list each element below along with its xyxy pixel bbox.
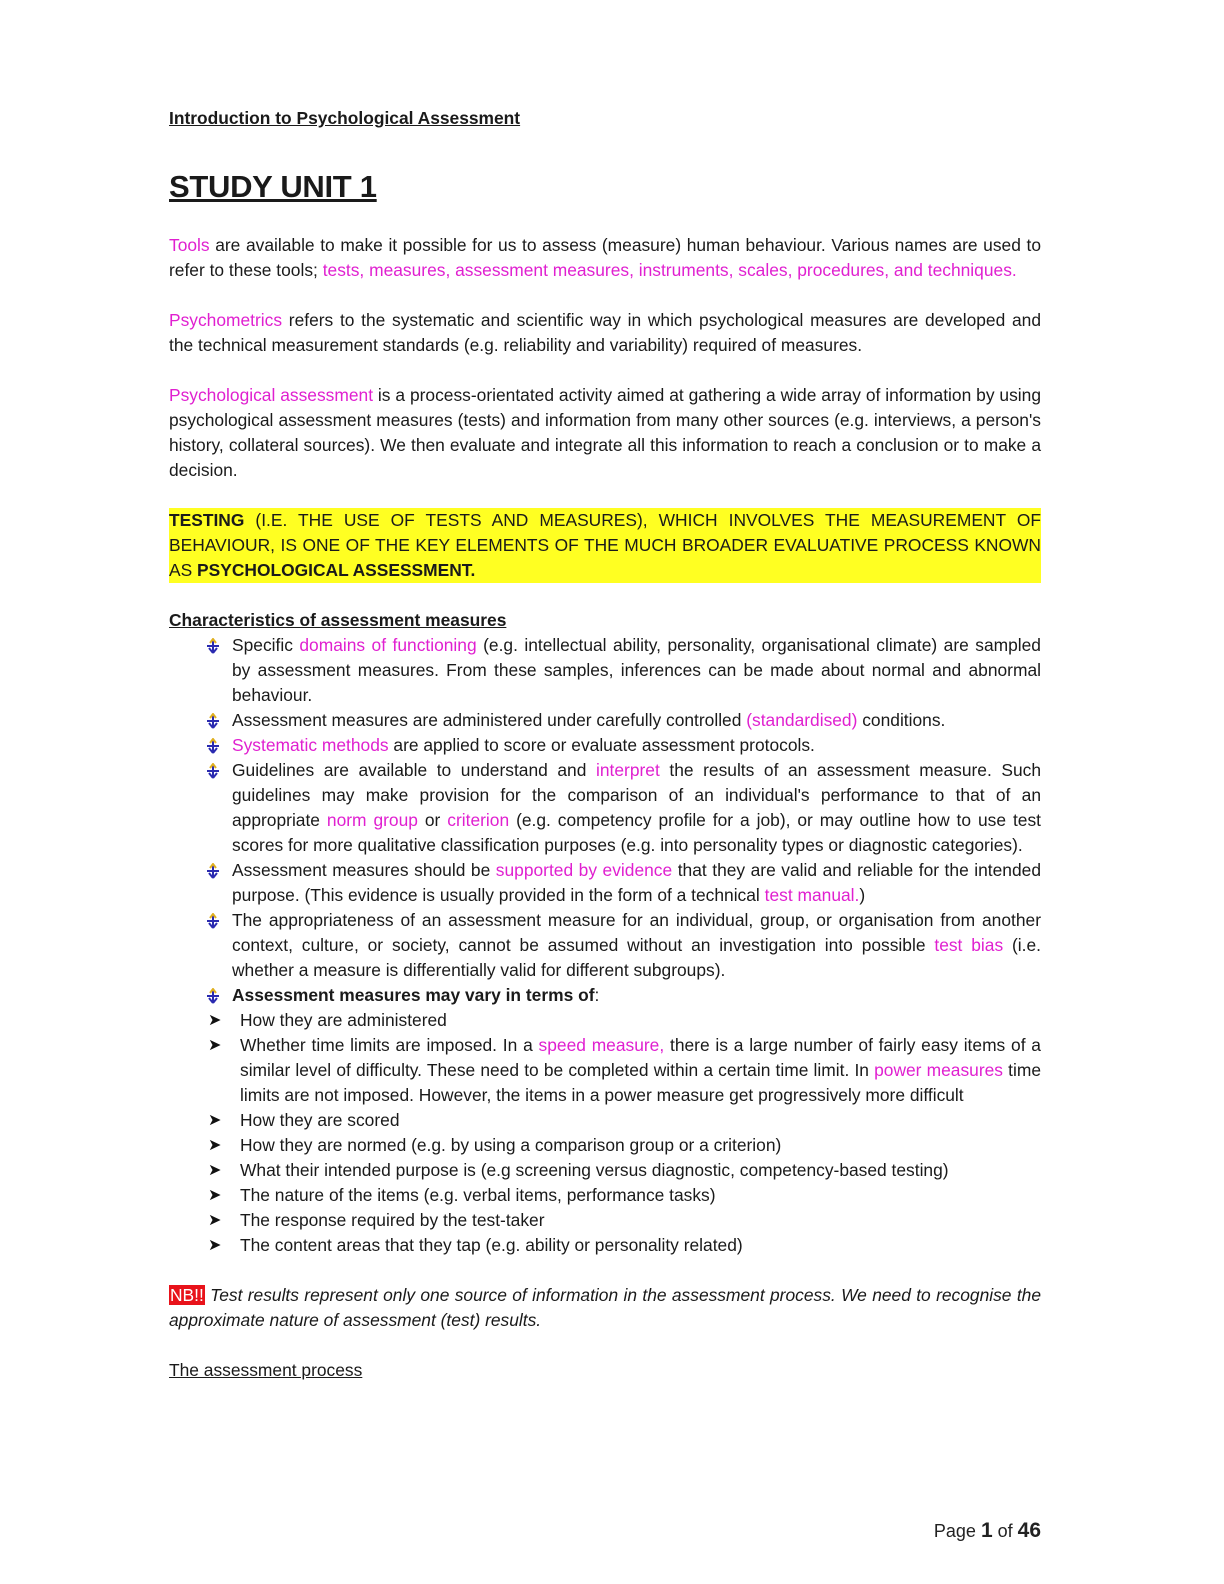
list-item: Specific domains of functioning (e.g. intellectual ability, personality, organisational climate) are sampled by assessment measures. From these samples, inferences can be made about normal and abnormal behaviour. <box>169 633 1041 708</box>
sub-list-item: ➤ The nature of the items (e.g. verbal items, performance tasks) <box>169 1183 1041 1208</box>
arrowhead-bullet-icon: ➤ <box>208 1212 222 1229</box>
arrowhead-bullet-icon: ➤ <box>208 1012 222 1029</box>
document-title: Introduction to Psychological Assessment <box>169 108 521 128</box>
term-evidence: supported by evidence <box>495 860 673 880</box>
arrow-bullet-icon <box>205 738 221 754</box>
total-pages: 46 <box>1017 1519 1041 1542</box>
arrow-bullet-icon <box>205 713 221 729</box>
term-tools: Tools <box>169 235 210 255</box>
arrowhead-bullet-icon: ➤ <box>208 1137 222 1154</box>
list-item: Systematic methods are applied to score or evaluate assessment protocols. <box>169 733 1041 758</box>
term-standardised: (standardised) <box>746 710 858 730</box>
highlighted-testing-note <box>169 508 1041 583</box>
arrow-bullet-icon <box>205 863 221 879</box>
psychometrics-text: refers to the systematic and scientific way in which psychological measures are developed and the technical measurement standards (e.g. reliability and variability) required of measures. <box>169 310 1041 355</box>
list-item: Guidelines are available to understand and interpret the results of an assessment measure. Such guidelines may make provision for the comparison of an individual's performance to that of an appropriate norm group or criterion (e.g. competency profile for a job), or may outline how to use test scores for more qualitative classification purposes (e.g. into personality types or diagnostic categories). <box>169 758 1041 858</box>
sub-list-item: ➤ How they are normed (e.g. by using a comparison group or a criterion) <box>169 1133 1041 1158</box>
sub-list-item: ➤ What their intended purpose is (e.g screening versus diagnostic, competency-based testing) <box>169 1158 1041 1183</box>
arrowhead-bullet-icon: ➤ <box>208 1162 222 1179</box>
nb-label: NB!! <box>170 1285 204 1305</box>
tools-list: tests, measures, assessment measures, instruments, scales, procedures, and techniques. <box>322 260 1017 280</box>
term-systematic-methods: Systematic methods <box>232 735 389 755</box>
vary-heading: Assessment measures may vary in terms of <box>232 985 595 1005</box>
arrow-bullet-icon <box>205 638 221 654</box>
term-test-manual: test manual. <box>764 885 860 905</box>
tools-paragraph <box>169 233 1041 283</box>
assessment-paragraph <box>169 383 1041 483</box>
characteristics-heading: Characteristics of assessment measures <box>169 610 507 630</box>
document-body <box>169 106 1041 1383</box>
arrowhead-bullet-icon: ➤ <box>208 1237 222 1254</box>
sub-list-item: ➤ Whether time limits are imposed. In a speed measure, there is a large number of fairly easy items of a similar level of difficulty. These need to be completed within a certain time limit. In power measures time limits are not imposed. However, the items in a power measure get progressively more difficult <box>208 1035 1042 1105</box>
nb-note <box>169 1283 1041 1333</box>
term-power-measures: power measures <box>874 1060 1003 1080</box>
page-footer: Page 1 of 46 <box>933 1519 1041 1542</box>
study-unit-heading: STUDY UNIT 1 <box>169 169 377 204</box>
psychometrics-paragraph <box>169 308 1041 358</box>
sub-list-item: ➤ The content areas that they tap (e.g. ability or personality related) <box>169 1233 1041 1258</box>
term-speed-measure: speed measure, <box>538 1035 665 1055</box>
tools-text: are available to make it possible for us to assess (measure) human behaviour. Various names are used to refer to these tools; <box>169 235 1041 280</box>
term-criterion: criterion <box>447 810 510 830</box>
term-norm-group: norm group <box>326 810 418 830</box>
testing-text: (I.E. THE USE OF TESTS AND MEASURES), WHICH INVOLVES THE MEASUREMENT OF BEHAVIOUR, IS ONE OF THE KEY ELEMENTS OF THE MUCH BROADER EVALUATIVE PROCESS KNOWN AS <box>169 510 1041 580</box>
list-item: Assessment measures are administered under carefully controlled (standardised) conditions. <box>169 708 1041 733</box>
arrow-bullet-icon <box>205 988 221 1004</box>
assessment-process-heading: The assessment process <box>169 1360 363 1380</box>
list-item: The appropriateness of an assessment measure for an individual, group, or organisation from another context, culture, or society, cannot be assumed without an investigation into possible test bias (i.e. whether a measure is differentially valid for different subgroups). <box>169 908 1041 983</box>
list-item: Assessment measures may vary in terms of: ➤ How they are administered ➤ Whether time limits are imposed. In a speed measure, there is a large number of fairly easy items of a similar level of difficulty. These need to be completed within a certain time limit. In power measures time limits are not imposed. However, the items in a power measure get progressively more difficult ➤ How they are scored ➤ How they are normed (e.g. by using a comparison group or a criterion) ➤ What their intended purpose is (e.g screening versus diagnostic, competency-based testing) ➤ The nature of the items (e.g. verbal items, performance tasks) ➤ The response required by the test-taker ➤ The content areas that they tap (e.g. ability or personality related) <box>169 983 1041 1258</box>
arrow-bullet-icon <box>205 763 221 779</box>
assessment-text: is a process-orientated activity aimed at gathering a wide array of information by using psychological assessment measures (tests) and information from many other sources (e.g. interviews, a person's history, collateral sources). We then evaluate and integrate all this information to reach a conclusion or to make a decision. <box>169 385 1041 480</box>
term-psych-assessment-caps: PSYCHOLOGICAL ASSESSMENT. <box>197 560 476 580</box>
arrowhead-bullet-icon: ➤ <box>208 1187 222 1204</box>
current-page: 1 <box>980 1519 993 1542</box>
term-domains: domains of functioning <box>299 635 477 655</box>
term-test-bias: test bias <box>934 935 1004 955</box>
arrowhead-bullet-icon: ➤ <box>208 1037 222 1054</box>
characteristics-list <box>169 633 1041 1258</box>
sub-list-item: ➤ How they are scored <box>169 1108 1041 1133</box>
sub-list-item: ➤ How they are administered <box>169 1008 1041 1033</box>
arrowhead-bullet-icon: ➤ <box>208 1112 222 1129</box>
term-psychometrics: Psychometrics <box>169 310 283 330</box>
list-item: Assessment measures should be supported by evidence that they are valid and reliable for the intended purpose. (This evidence is usually provided in the form of a technical test manual.) <box>169 858 1041 908</box>
term-psych-assessment: Psychological assessment <box>169 385 374 405</box>
sub-list-item: ➤ The response required by the test-taker <box>169 1208 1041 1233</box>
term-testing: TESTING <box>169 510 245 530</box>
vary-sublist <box>169 1008 1041 1258</box>
arrow-bullet-icon <box>205 913 221 929</box>
nb-text: Test results represent only one source of information in the assessment process. We need to recognise the approximate nature of assessment (test) results. <box>169 1285 1041 1330</box>
term-interpret: interpret <box>595 760 660 780</box>
